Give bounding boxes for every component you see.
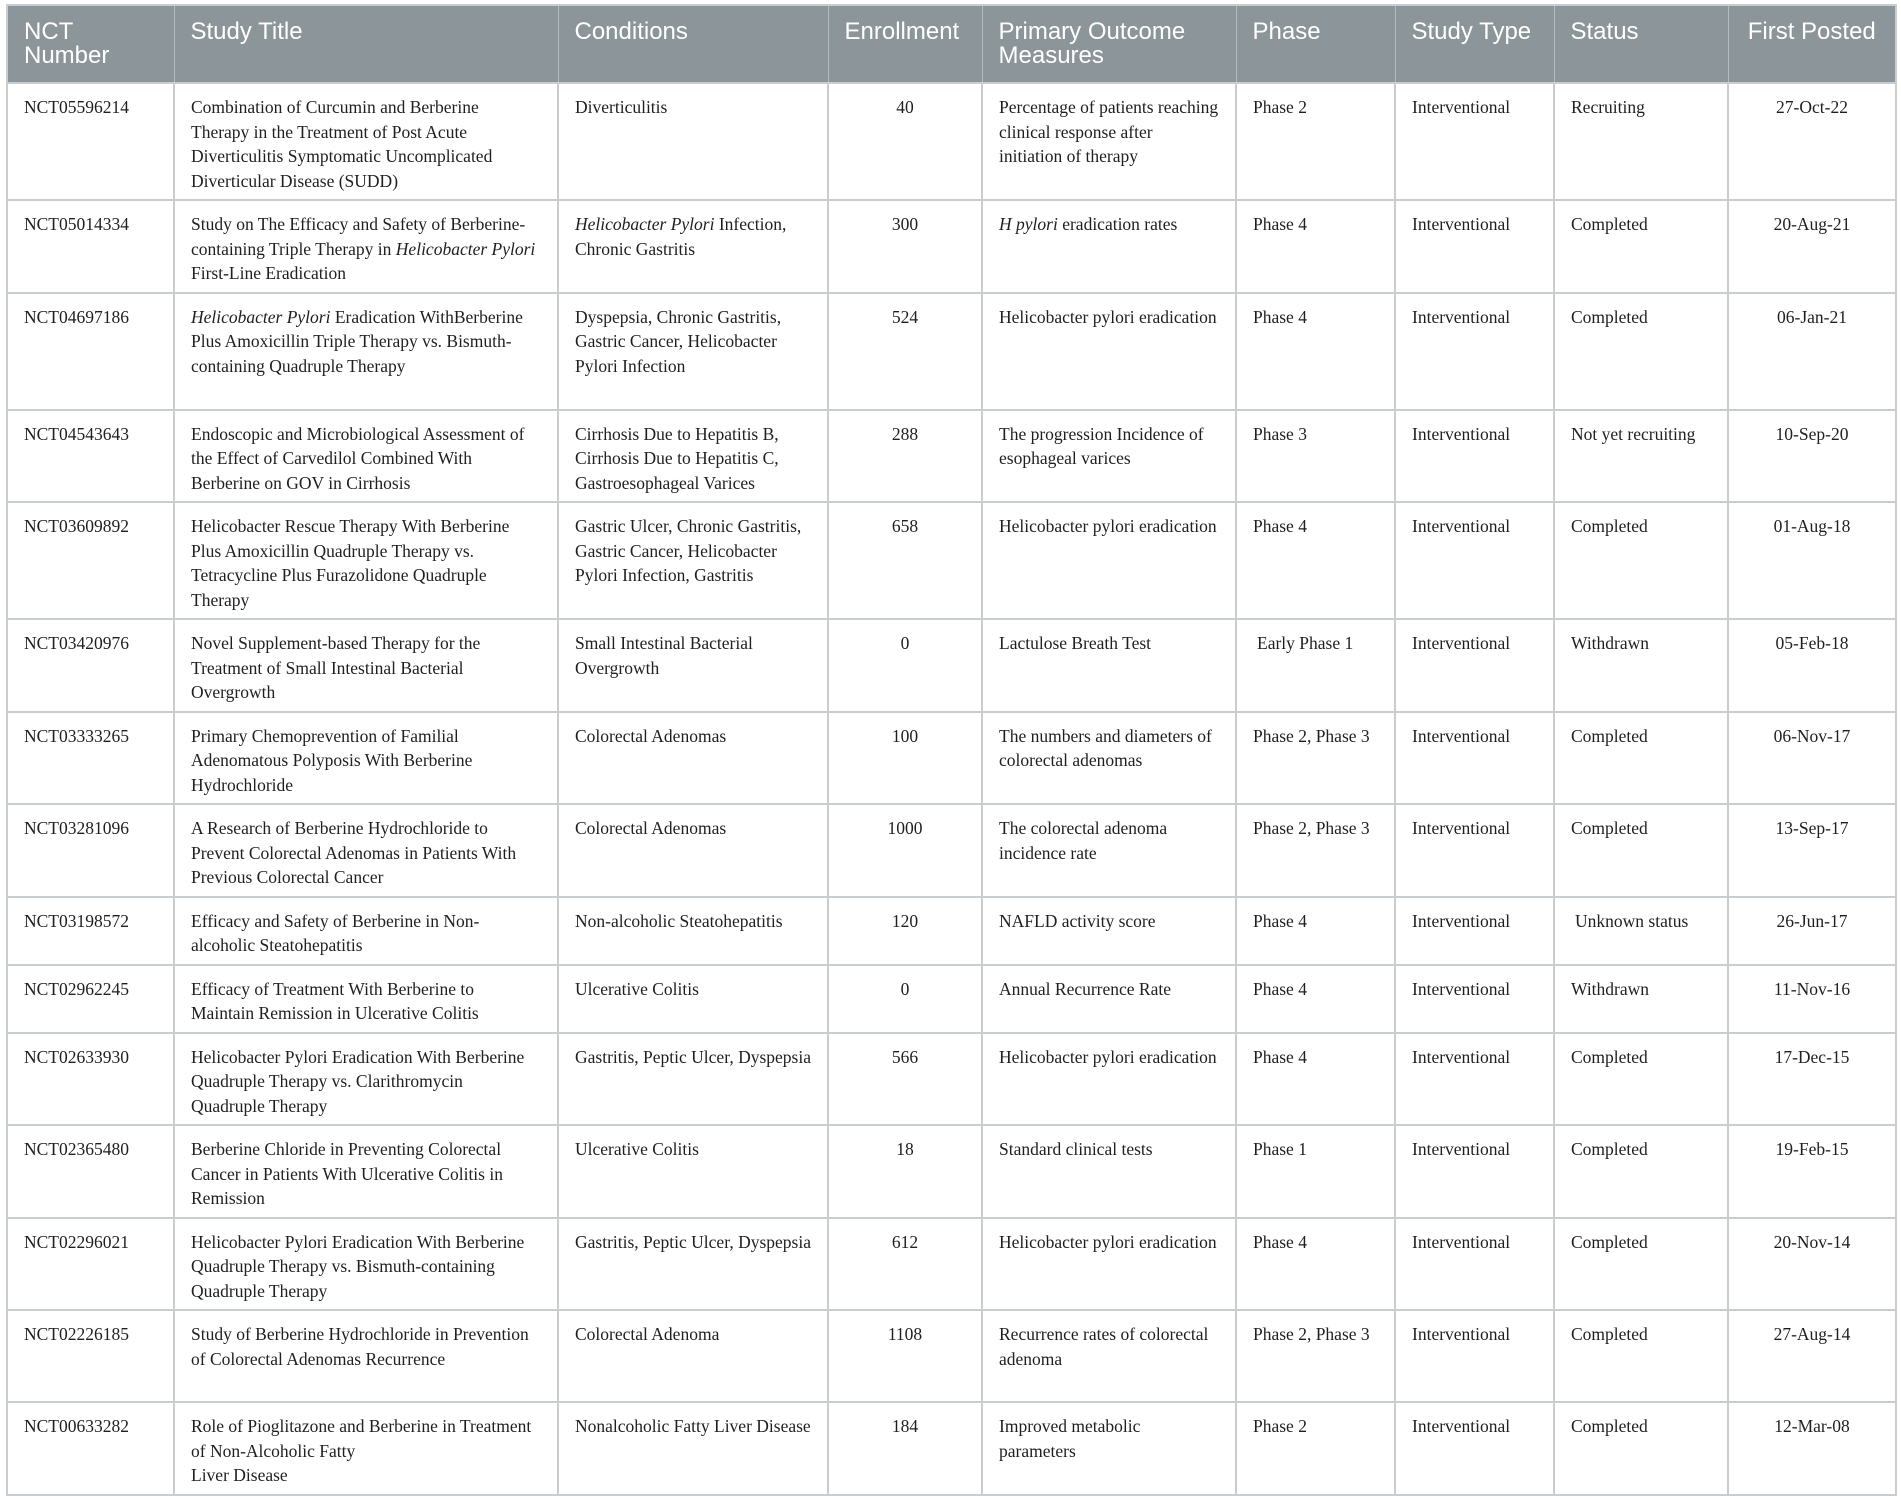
header-nct-number: NCT Number — [7, 5, 174, 83]
cell-posted: 20-Aug-21 — [1728, 200, 1896, 293]
cell-status: Completed — [1554, 1310, 1728, 1402]
cell-enrollment: 184 — [828, 1402, 982, 1495]
cell-enrollment: 612 — [828, 1218, 982, 1311]
cell-outcome: The progression Incidence of esophageal varices — [982, 410, 1236, 503]
header-primary-outcome: Primary Outcome Measures — [982, 5, 1236, 83]
cell-conditions: Nonalcoholic Fatty Liver Disease — [558, 1402, 828, 1495]
cell-posted: 27-Aug-14 — [1728, 1310, 1896, 1402]
cell-posted: 06-Nov-17 — [1728, 712, 1896, 805]
cell-status: Completed — [1554, 712, 1728, 805]
cell-phase: Phase 2 — [1236, 1402, 1395, 1495]
cell-type: Interventional — [1395, 410, 1554, 503]
cell-posted: 26-Jun-17 — [1728, 897, 1896, 965]
cell-posted: 10-Sep-20 — [1728, 410, 1896, 503]
cell-nct: NCT02226185 — [7, 1310, 174, 1402]
cell-title: Novel Supplement-based Therapy for the Treatment of Small Intestinal Bacterial Overgrowth — [174, 619, 558, 712]
cell-enrollment: 40 — [828, 83, 982, 200]
conditions-text: Pylori Infection, Gastritis — [575, 565, 754, 585]
table-row — [7, 965, 1896, 1033]
cell-enrollment: 0 — [828, 965, 982, 1033]
table-row — [7, 712, 1896, 805]
cell-title: Helicobacter Rescue Therapy With Berberine Plus Amoxicillin Quadruple Therapy vs. Tetracycline Plus Furazolidone Quadruple Therapy — [174, 502, 558, 619]
cell-outcome: Helicobacter pylori eradication — [982, 293, 1236, 410]
title-text: Study on The Efficacy and Safety of Berberine-containing Triple Therapy in — [191, 214, 526, 259]
table-row — [7, 200, 1896, 293]
cell-nct: NCT03609892 — [7, 502, 174, 619]
cell-nct: NCT05596214 — [7, 83, 174, 200]
table-row — [7, 1402, 1896, 1495]
header-study-title: Study Title — [174, 5, 558, 83]
cell-type: Interventional — [1395, 200, 1554, 293]
cell-title: Helicobacter Pylori Eradication With Berberine Quadruple Therapy vs. Clarithromycin Quadruple Therapy — [174, 1033, 558, 1126]
cell-type: Interventional — [1395, 83, 1554, 200]
cell-outcome: Recurrence rates of colorectal adenoma — [982, 1310, 1236, 1402]
cell-type: Interventional — [1395, 1218, 1554, 1311]
cell-nct: NCT03333265 — [7, 712, 174, 805]
cell-conditions: Diverticulitis — [558, 83, 828, 200]
cell-enrollment: 18 — [828, 1125, 982, 1218]
cell-posted: 06-Jan-21 — [1728, 293, 1896, 410]
cell-enrollment: 0 — [828, 619, 982, 712]
table-row — [7, 804, 1896, 897]
cell-type: Interventional — [1395, 502, 1554, 619]
cell-posted: 27-Oct-22 — [1728, 83, 1896, 200]
cell-conditions: Colorectal Adenoma — [558, 1310, 828, 1402]
cell-conditions: Small Intestinal Bacterial Overgrowth — [558, 619, 828, 712]
cell-conditions: Gastritis, Peptic Ulcer, Dyspepsia — [558, 1033, 828, 1126]
cell-conditions: Colorectal Adenomas — [558, 804, 828, 897]
cell-phase: Phase 2 — [1236, 83, 1395, 200]
header-study-type: Study Type — [1395, 5, 1554, 83]
table-row — [7, 619, 1896, 712]
cell-nct: NCT02633930 — [7, 1033, 174, 1126]
cell-conditions — [558, 200, 828, 293]
cell-conditions: Colorectal Adenomas — [558, 712, 828, 805]
cell-type: Interventional — [1395, 1310, 1554, 1402]
cell-phase: Phase 4 — [1236, 1033, 1395, 1126]
header-first-posted: First Posted — [1728, 5, 1896, 83]
cell-conditions: Ulcerative Colitis — [558, 965, 828, 1033]
table-row — [7, 897, 1896, 965]
cell-outcome: The colorectal adenoma incidence rate — [982, 804, 1236, 897]
cell-conditions: Dyspepsia, Chronic Gastritis, Gastric Cancer, Helicobacter Pylori Infection — [558, 293, 828, 410]
cell-phase: Phase 3 — [1236, 410, 1395, 503]
title-text: Liver Disease — [191, 1465, 288, 1485]
cell-phase: Phase 4 — [1236, 293, 1395, 410]
cell-posted: 05-Feb-18 — [1728, 619, 1896, 712]
cell-title: Efficacy and Safety of Berberine in Non-alcoholic Steatohepatitis — [174, 897, 558, 965]
cell-enrollment: 100 — [828, 712, 982, 805]
cell-status: Not yet recruiting — [1554, 410, 1728, 503]
cell-outcome: Helicobacter pylori eradication — [982, 502, 1236, 619]
cell-status: Completed — [1554, 200, 1728, 293]
cell-conditions — [558, 502, 828, 619]
cell-nct: NCT03281096 — [7, 804, 174, 897]
title-italic: Helicobacter Pylori — [395, 238, 536, 259]
cell-type: Interventional — [1395, 965, 1554, 1033]
title-text: First-Line Eradication — [191, 263, 347, 283]
cell-type: Interventional — [1395, 804, 1554, 897]
cell-type: Interventional — [1395, 1402, 1554, 1495]
cell-enrollment: 300 — [828, 200, 982, 293]
cell-conditions: Ulcerative Colitis — [558, 1125, 828, 1218]
cell-type: Interventional — [1395, 1125, 1554, 1218]
cell-type: Interventional — [1395, 897, 1554, 965]
cell-status: Withdrawn — [1554, 965, 1728, 1033]
cell-status: Completed — [1554, 1218, 1728, 1311]
cell-phase: Phase 1 — [1236, 1125, 1395, 1218]
cell-outcome: Lactulose Breath Test — [982, 619, 1236, 712]
cell-title: Berberine Chloride in Preventing Colorectal Cancer in Patients With Ulcerative Colitis in Remission — [174, 1125, 558, 1218]
conditions-italic: Helicobacter Pylori — [575, 214, 715, 234]
table-row — [7, 1033, 1896, 1126]
cell-posted: 13-Sep-17 — [1728, 804, 1896, 897]
cell-enrollment: 566 — [828, 1033, 982, 1126]
cell-phase: Phase 4 — [1236, 200, 1395, 293]
cell-enrollment: 1108 — [828, 1310, 982, 1402]
cell-outcome: Helicobacter pylori eradication — [982, 1218, 1236, 1311]
cell-phase: Phase 2, Phase 3 — [1236, 804, 1395, 897]
cell-status: Recruiting — [1554, 83, 1728, 200]
title-italic: Helicobacter Pylori — [191, 306, 331, 327]
cell-phase: Phase 4 — [1236, 965, 1395, 1033]
clinical-trials-table — [6, 4, 1897, 1496]
header-enrollment: Enrollment — [828, 5, 982, 83]
cell-status: Withdrawn — [1554, 619, 1728, 712]
cell-nct: NCT04543643 — [7, 410, 174, 503]
outcome-text: eradication rates — [1057, 214, 1178, 234]
conditions-text: Gastric Ulcer, Chronic Gastritis, Gastric Cancer, Helicobacter — [575, 516, 802, 561]
cell-enrollment: 524 — [828, 293, 982, 410]
cell-title: A Research of Berberine Hydrochloride to Prevent Colorectal Adenomas in Patients With Previous Colorectal Cancer — [174, 804, 558, 897]
cell-posted: 20-Nov-14 — [1728, 1218, 1896, 1311]
table-row — [7, 502, 1896, 619]
cell-outcome: Standard clinical tests — [982, 1125, 1236, 1218]
cell-type: Interventional — [1395, 1033, 1554, 1126]
cell-title — [174, 200, 558, 293]
cell-posted: 17-Dec-15 — [1728, 1033, 1896, 1126]
cell-nct: NCT04697186 — [7, 293, 174, 410]
cell-type: Interventional — [1395, 293, 1554, 410]
cell-enrollment: 288 — [828, 410, 982, 503]
cell-posted: 12-Mar-08 — [1728, 1402, 1896, 1495]
cell-phase: Phase 4 — [1236, 502, 1395, 619]
cell-nct: NCT02365480 — [7, 1125, 174, 1218]
cell-phase: Phase 4 — [1236, 897, 1395, 965]
cell-status: Completed — [1554, 1033, 1728, 1126]
cell-conditions: Non-alcoholic Steatohepatitis — [558, 897, 828, 965]
conditions-text: Infection, Chronic Gastritis — [575, 214, 787, 259]
table-row — [7, 83, 1896, 200]
header-phase: Phase — [1236, 5, 1395, 83]
cell-nct: NCT03420976 — [7, 619, 174, 712]
cell-title: Primary Chemoprevention of Familial Adenomatous Polyposis With Berberine Hydrochloride — [174, 712, 558, 805]
cell-title: Combination of Curcumin and Berberine Therapy in the Treatment of Post Acute Diverticulitis Symptomatic Uncomplicated Diverticular Disease (SUDD) — [174, 83, 558, 200]
table-row — [7, 1218, 1896, 1311]
cell-outcome: NAFLD activity score — [982, 897, 1236, 965]
cell-outcome: Improved metabolic parameters — [982, 1402, 1236, 1495]
cell-phase: Early Phase 1 — [1236, 619, 1395, 712]
cell-outcome: Helicobacter pylori eradication — [982, 1033, 1236, 1126]
cell-outcome — [982, 200, 1236, 293]
cell-outcome: Percentage of patients reaching clinical response after initiation of therapy — [982, 83, 1236, 200]
cell-nct: NCT05014334 — [7, 200, 174, 293]
cell-status: Completed — [1554, 293, 1728, 410]
cell-posted: 11-Nov-16 — [1728, 965, 1896, 1033]
table-row — [7, 1125, 1896, 1218]
cell-phase: Phase 2, Phase 3 — [1236, 1310, 1395, 1402]
cell-outcome: The numbers and diameters of colorectal adenomas — [982, 712, 1236, 805]
cell-title — [174, 1402, 558, 1495]
title-text: Eradication WithBerberine Plus Amoxicillin Triple Therapy vs. Bismuth-containing Quadruple Therapy — [191, 306, 523, 376]
cell-nct: NCT03198572 — [7, 897, 174, 965]
cell-status: Completed — [1554, 1402, 1728, 1495]
cell-enrollment: 658 — [828, 502, 982, 619]
title-text: Role of Pioglitazone and Berberine in Treatment of Non-Alcoholic Fatty — [191, 1416, 532, 1461]
cell-status: Completed — [1554, 502, 1728, 619]
cell-type: Interventional — [1395, 619, 1554, 712]
cell-outcome: Annual Recurrence Rate — [982, 965, 1236, 1033]
header-status: Status — [1554, 5, 1728, 83]
header-conditions: Conditions — [558, 5, 828, 83]
cell-enrollment: 1000 — [828, 804, 982, 897]
header-row — [7, 5, 1896, 83]
cell-status: Unknown status — [1554, 897, 1728, 965]
cell-title: Helicobacter Pylori Eradication With Berberine Quadruple Therapy vs. Bismuth-containing Quadruple Therapy — [174, 1218, 558, 1311]
cell-title — [174, 293, 558, 410]
cell-posted: 01-Aug-18 — [1728, 502, 1896, 619]
cell-type: Interventional — [1395, 712, 1554, 805]
cell-conditions: Gastritis, Peptic Ulcer, Dyspepsia — [558, 1218, 828, 1311]
outcome-italic: H pylori — [999, 214, 1058, 234]
cell-nct: NCT00633282 — [7, 1402, 174, 1495]
cell-phase: Phase 4 — [1236, 1218, 1395, 1311]
cell-title: Endoscopic and Microbiological Assessment of the Effect of Carvedilol Combined With Berberine on GOV in Cirrhosis — [174, 410, 558, 503]
cell-conditions: Cirrhosis Due to Hepatitis B, Cirrhosis Due to Hepatitis C, Gastroesophageal Varices — [558, 410, 828, 503]
cell-title: Study of Berberine Hydrochloride in Prevention of Colorectal Adenomas Recurrence — [174, 1310, 558, 1402]
table-row — [7, 293, 1896, 410]
cell-title: Efficacy of Treatment With Berberine to Maintain Remission in Ulcerative Colitis — [174, 965, 558, 1033]
table-row — [7, 410, 1896, 503]
cell-phase: Phase 2, Phase 3 — [1236, 712, 1395, 805]
cell-posted: 19-Feb-15 — [1728, 1125, 1896, 1218]
cell-nct: NCT02296021 — [7, 1218, 174, 1311]
cell-status: Completed — [1554, 804, 1728, 897]
cell-status: Completed — [1554, 1125, 1728, 1218]
cell-nct: NCT02962245 — [7, 965, 174, 1033]
cell-enrollment: 120 — [828, 897, 982, 965]
table-row — [7, 1310, 1896, 1402]
